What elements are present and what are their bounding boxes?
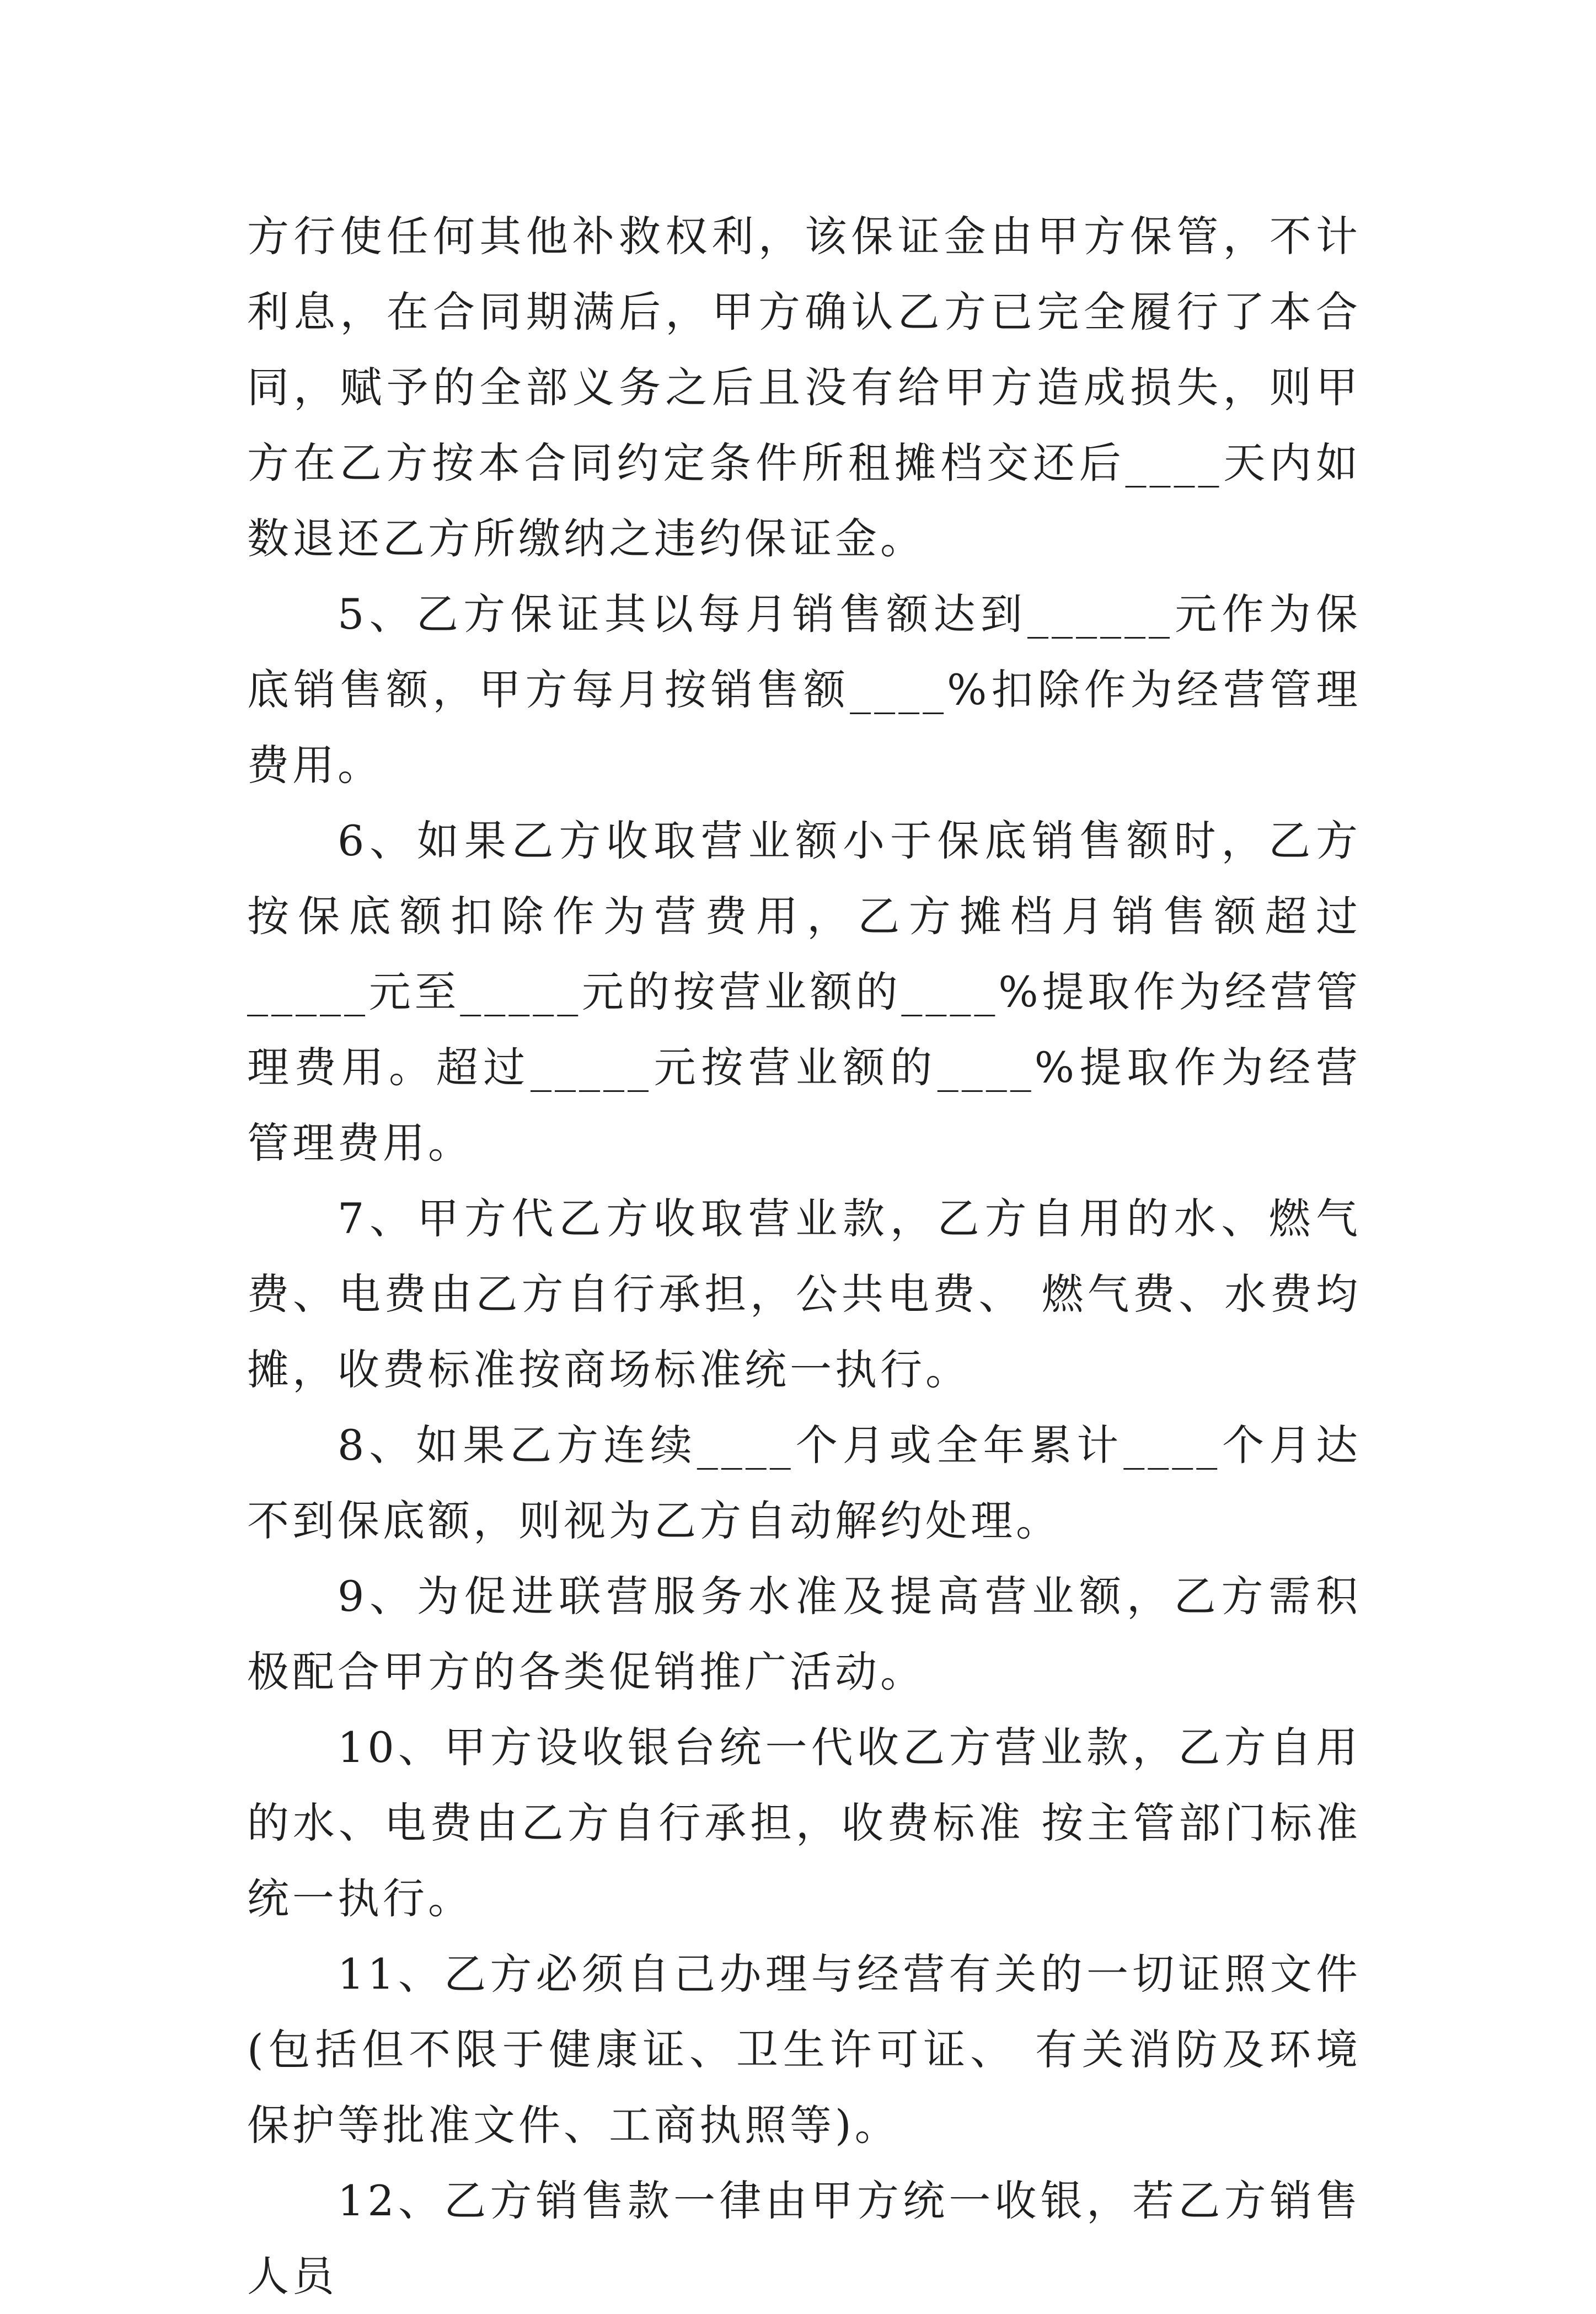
paragraph-clause-6: 6、如果乙方收取营业额小于保底销售额时，乙方按保底额扣除作为营费用，乙方摊档月销售额超过_____元至_____元的按营业额的____%提取作为经营管理费用。超过_____元按营业额的____%提取作为经营管理费用。 xyxy=(247,816,1361,1167)
paragraph-deposit-continuation: 方行使任何其他补救权利，该保证金由甲方保管，不计利息，在合同期满后，甲方确认乙方已完全履行了本合同，赋予的全部义务之后且没有给甲方造成损失，则甲方在乙方按本合同约定条件所租摊档交还后____天内如数退还乙方所缴纳之违约保证金。 xyxy=(247,212,1361,563)
paragraph-clause-9: 9、为促进联营服务水准及提高营业额，乙方需积极配合甲方的各类促销推广活动。 xyxy=(247,1572,1361,1696)
document-body xyxy=(247,199,1361,2314)
paragraph-clause-8: 8、如果乙方连续____个月或全年累计____个月达不到保底额，则视为乙方自动解约处理。 xyxy=(247,1421,1361,1545)
paragraph-clause-5: 5、乙方保证其以每月销售额达到______元作为保底销售额，甲方每月按销售额____%扣除作为经营管理费用。 xyxy=(247,590,1361,790)
paragraph-clause-11: 11、乙方必须自己办理与经营有关的一切证照文件(包括但不限于健康证、卫生许可证、 有关消防及环境保护等批准文件、工商执照等)。 xyxy=(247,1949,1361,2150)
paragraph-clause-10: 10、甲方设收银台统一代收乙方营业款，乙方自用的水、电费由乙方自行承担，收费标准 按主管部门标准统一执行。 xyxy=(247,1723,1361,1923)
paragraph-clause-12: 12、乙方销售款一律由甲方统一收银，若乙方销售人员 xyxy=(247,2176,1361,2301)
paragraph-clause-7: 7、甲方代乙方收取营业款，乙方自用的水、燃气费、电费由乙方自行承担，公共电费、 燃气费、水费均摊，收费标准按商场标准统一执行。 xyxy=(247,1194,1361,1394)
